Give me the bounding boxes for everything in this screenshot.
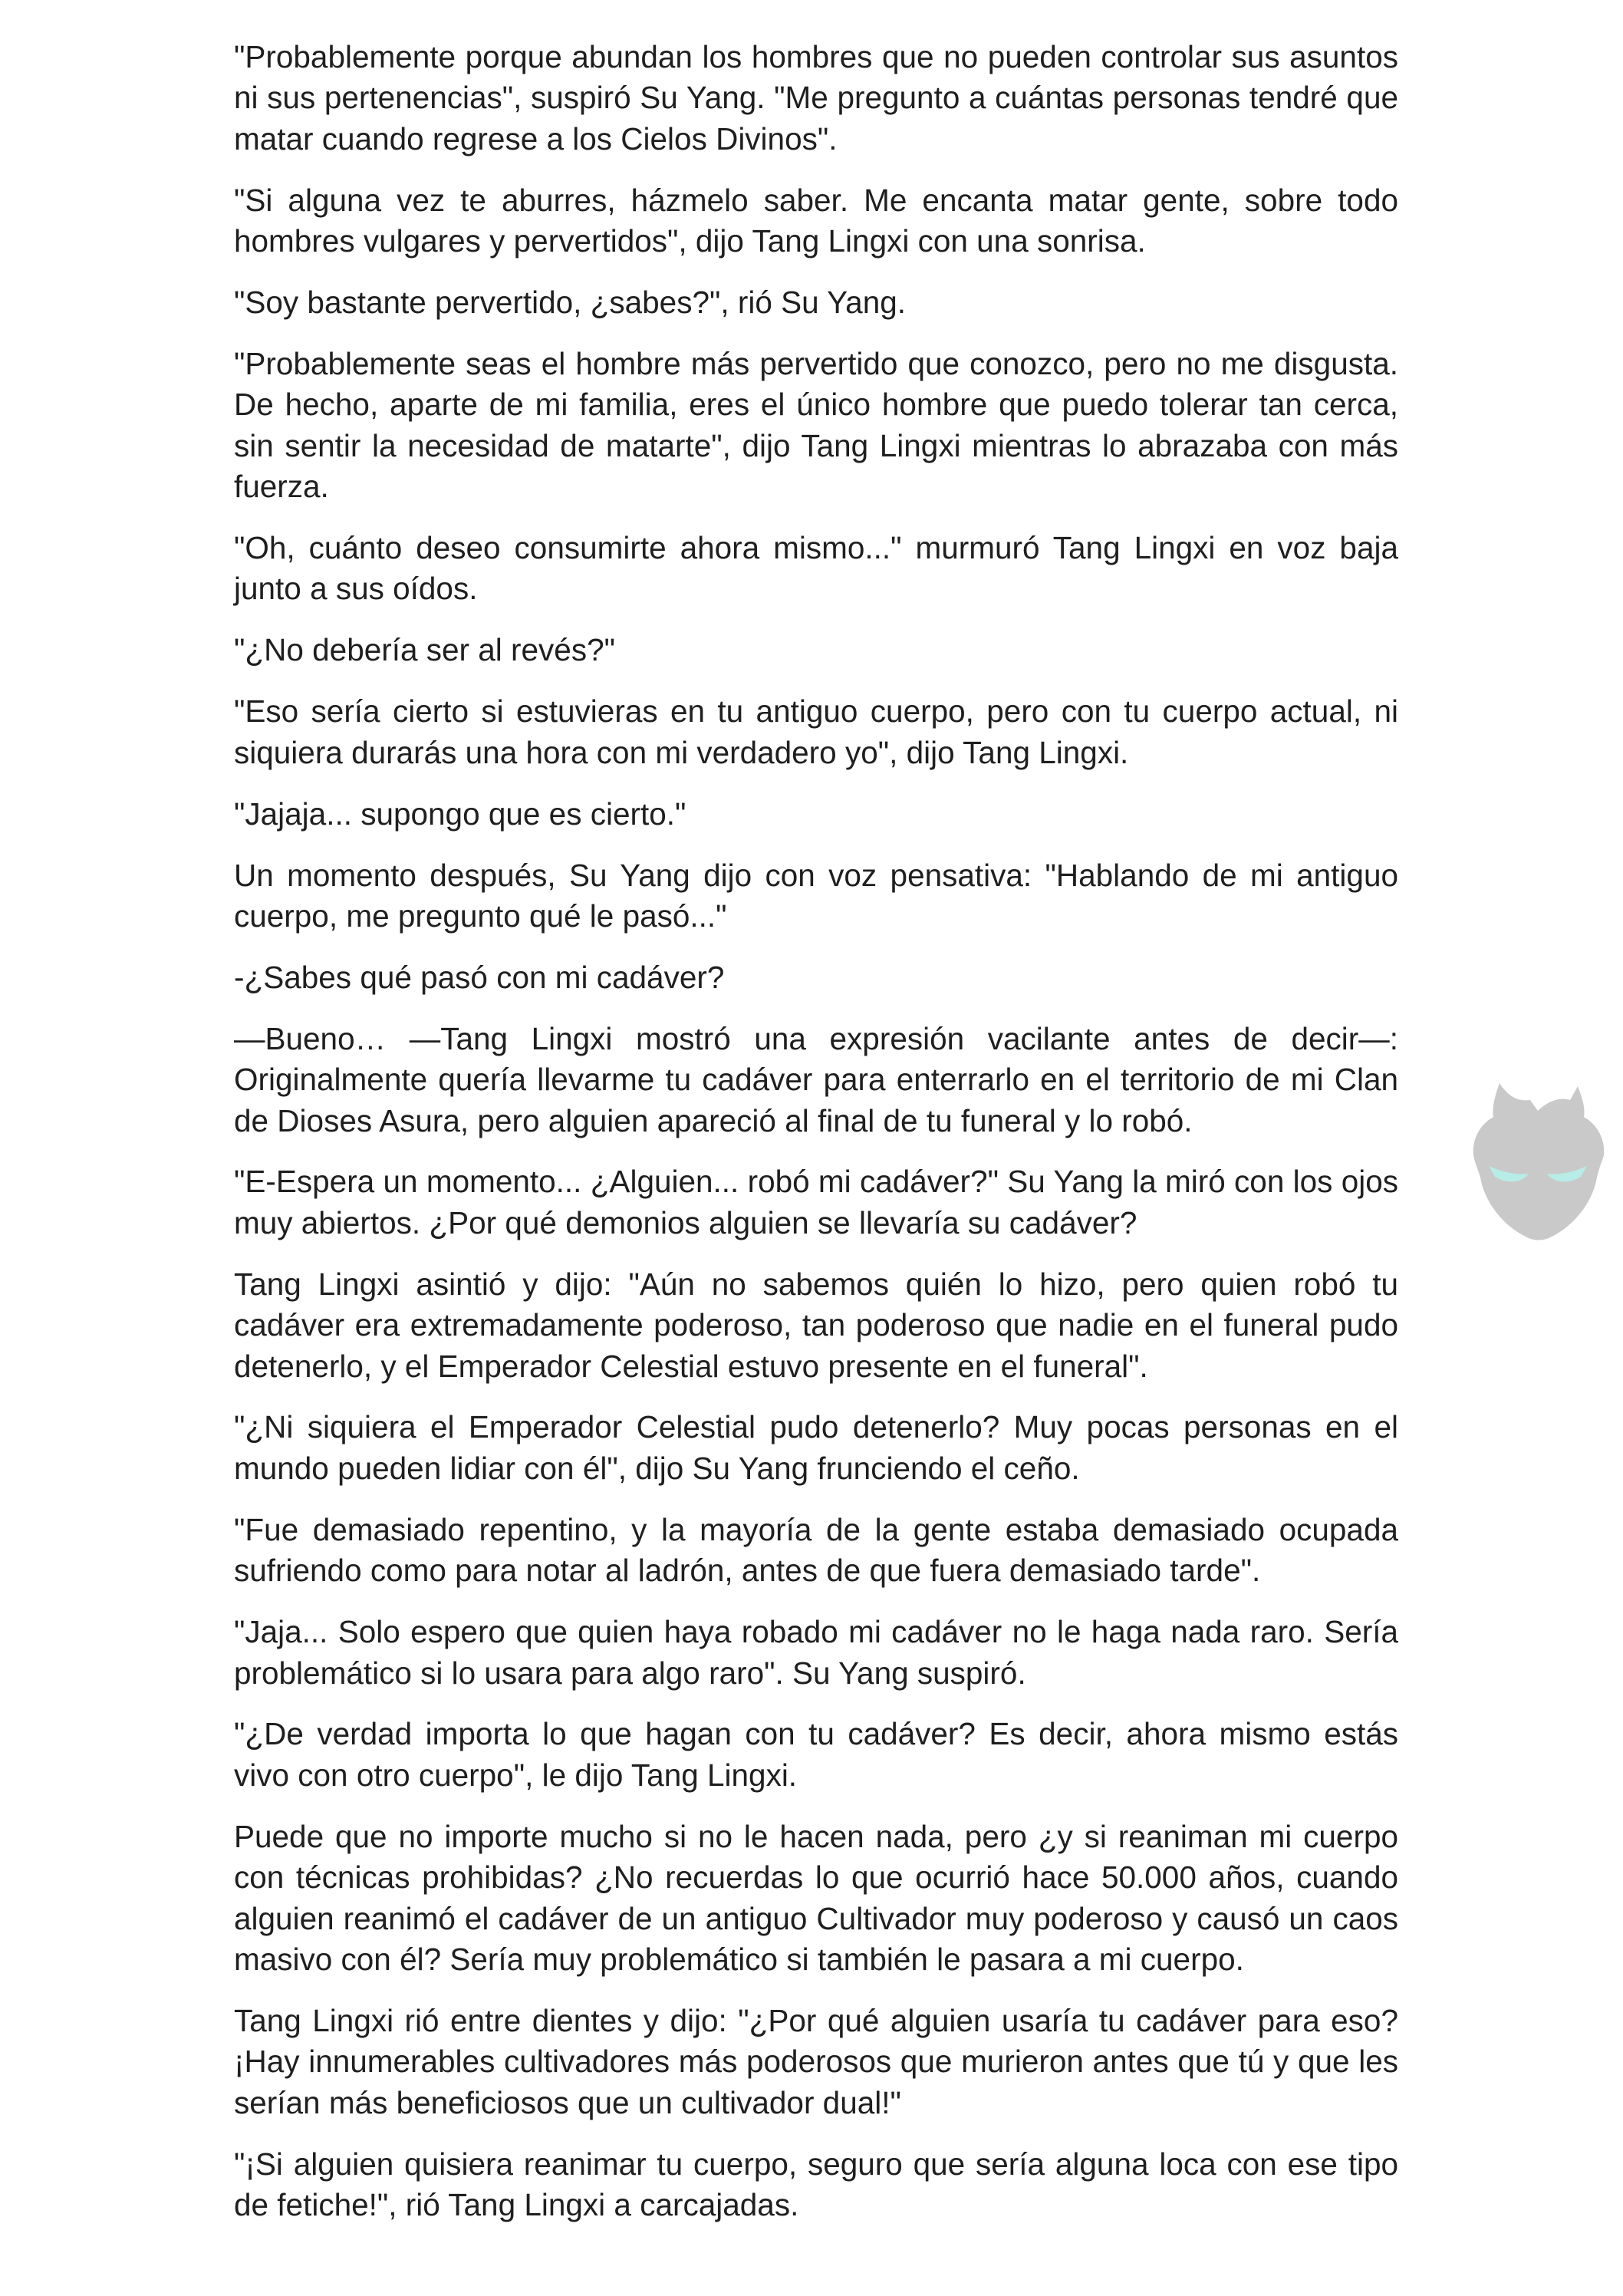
document-body: [234, 37, 1398, 2246]
paragraph-16: "Jaja... Solo espero que quien haya robado mi cadáver no le haga nada raro. Sería problemático si lo usara para algo raro". Su Yang suspiró.: [234, 1614, 1398, 1691]
paragraph-6: "¿No debería ser al revés?": [234, 632, 615, 668]
paragraph-13: Tang Lingxi asintió y dijo: "Aún no sabemos quién lo hizo, pero quien robó tu cadáver era extremadamente poderoso, tan poderoso que nadie en el funeral pudo detenerlo, y el Emperador Celestial estuvo presente en el funeral".: [234, 1266, 1398, 1384]
paragraph-18: Puede que no importe mucho si no le hacen nada, pero ¿y si reaniman mi cuerpo con técnicas prohibidas? ¿No recuerdas lo que ocurrió hace 50.000 años, cuando alguien reanimó el cadáver de un antiguo Cultivador muy poderoso y causó un caos masivo con él? Sería muy problemático si también le pasara a mi cuerpo.: [234, 1818, 1398, 1977]
demon-head-icon: [1469, 1074, 1607, 1243]
paragraph-8: "Jajaja... supongo que es cierto.": [234, 796, 686, 832]
paragraph-3: "Soy bastante pervertido, ¿sabes?", rió Su Yang.: [234, 285, 907, 321]
paragraph-5: "Oh, cuánto deseo consumirte ahora mismo..." murmuró Tang Lingxi en voz baja junto a sus oídos.: [234, 530, 1398, 607]
paragraph-7: "Eso sería cierto si estuvieras en tu antiguo cuerpo, pero con tu cuerpo actual, ni siquiera durarás una hora con mi verdadero yo", dijo Tang Lingxi.: [234, 693, 1398, 770]
paragraph-14: "¿Ni siquiera el Emperador Celestial pudo detenerlo? Muy pocas personas en el mundo pueden lidiar con él", dijo Su Yang frunciendo el ceño.: [234, 1409, 1398, 1486]
paragraph-1: "Probablemente porque abundan los hombres que no pueden controlar sus asuntos ni sus pertenencias", suspiró Su Yang. "Me pregunto a cuántas personas tendré que matar cuando regrese a los Cielos Divinos".: [234, 39, 1398, 156]
paragraph-12: "E-Espera un momento... ¿Alguien... robó mi cadáver?" Su Yang la miró con los ojos muy abiertos. ¿Por qué demonios alguien se llevaría su cadáver?: [234, 1164, 1398, 1240]
paragraph-2: "Si alguna vez te aburres, házmelo saber. Me encanta matar gente, sobre todo hombres vulgares y pervertidos", dijo Tang Lingxi con una sonrisa.: [234, 182, 1398, 259]
paragraph-20: "¡Si alguien quisiera reanimar tu cuerpo, seguro que sería alguna loca con ese tipo de fetiche!", rió Tang Lingxi a carcajadas.: [234, 2146, 1398, 2222]
paragraph-4: "Probablemente seas el hombre más pervertido que conozco, pero no me disgusta. De hecho, aparte de mi familia, eres el único hombre que puedo tolerar tan cerca, sin sentir la necesidad de matarte", dijo Tang Lingxi mientras lo abrazaba con más fuerza.: [234, 345, 1398, 505]
paragraph-11: —Bueno… —Tang Lingxi mostró una expresión vacilante antes de decir—: Originalmente quería llevarme tu cadáver para enterrarlo en el territorio de mi Clan de Dioses Asura, pero alguien apareció al final de tu funeral y lo robó.: [234, 1020, 1398, 1138]
paragraph-17: "¿De verdad importa lo que hagan con tu cadáver? Es decir, ahora mismo estás vivo con otro cuerpo", le dijo Tang Lingxi.: [234, 1716, 1398, 1793]
paragraph-15: "Fue demasiado repentino, y la mayoría de la gente estaba demasiado ocupada sufriendo como para notar al ladrón, antes de que fuera demasiado tarde".: [234, 1511, 1398, 1589]
paragraph-10: -¿Sabes qué pasó con mi cadáver?: [234, 959, 725, 995]
paragraph-19: Tang Lingxi rió entre dientes y dijo: "¿Por qué alguien usaría tu cadáver para eso? ¡Hay innumerables cultivadores más poderosos que murieron antes que tú y que les serían más beneficiosos que un cultivador dual!": [234, 2002, 1398, 2120]
paragraph-9: Un momento después, Su Yang dijo con voz pensativa: "Hablando de mi antiguo cuerpo, me pregunto qué le pasó...": [234, 857, 1398, 934]
